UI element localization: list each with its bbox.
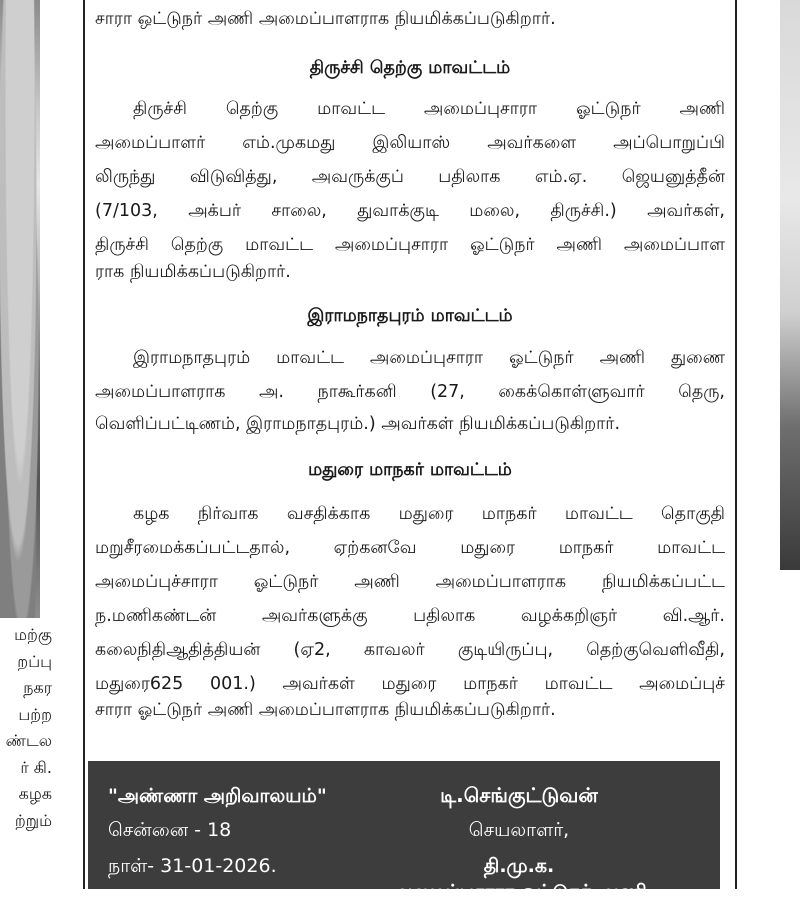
paragraph-line: கழக நிர்வாக வசதிக்காக மதுரை மாநகர் மாவட்ட தொகுதி — [133, 504, 725, 524]
paragraph-line: ராக நியமிக்கப்படுகிறார். — [95, 262, 291, 282]
signature-box — [88, 761, 720, 903]
paragraph-line: மறுசீரமைக்கப்பட்டதால், ஏற்கனவே மதுரை மாநகர் மாவட்ட — [95, 538, 725, 558]
paragraph-line: அமைப்புச்சாரா ஓட்டுநர் அணி அமைப்பாளராக நியமிக்கப்பட்ட — [95, 572, 725, 592]
left-fragment: பற்ற — [18, 704, 52, 724]
left-fragment: ற்றும் — [14, 810, 52, 830]
footer-wing: அமைப்புசாரா ஓட்டுநர் அணி — [391, 881, 647, 903]
paragraph-line: மதுரை625 001.) அவர்கள் மதுரை மாநகர் மாவட்ட அமைப்புச் — [95, 674, 725, 694]
footer-place: "அண்ணா அறிவாலயம்" — [108, 785, 327, 807]
paragraph-line: அமைப்பாளராக அ. நாகூர்கனி (27, கைக்கொள்ளுவார் தெரு, — [95, 382, 725, 402]
left-fragment: ர் கி. — [20, 757, 52, 777]
paragraph-line: அமைப்பாளர் எம்.முகமது இலியாஸ் அவர்களை அப்பொறுப்பி — [95, 133, 725, 153]
footer-date: நாள்- 31-01-2026. — [108, 855, 277, 877]
paragraph-line: கலைநிதிஆதித்தியன் (ஏ2, காவலர் குடியிருப்பு, தெற்குவெளிவீதி, — [95, 640, 725, 660]
footer-signatory-name: டி.செங்குட்டுவன் — [440, 783, 598, 807]
column-rule-right — [735, 0, 737, 889]
paragraph-line: சாரா ஓட்டுநர் அணி அமைப்பாளராக நியமிக்கப்படுகிறார். — [95, 700, 556, 720]
section-heading-madurai: மதுரை மாநகர் மாவட்டம் — [308, 460, 512, 480]
paragraph-line: இராமநாதபுரம் மாவட்ட அமைப்புசாரா ஓட்டுநர் அணி துணை — [133, 348, 725, 368]
paragraph-line: ந.மணிகண்டன் அவர்களுக்கு பதிலாக வழக்கறிஞர் வி.ஆர். — [95, 606, 725, 626]
column-rule-left — [83, 0, 85, 889]
right-photo — [780, 0, 800, 570]
paragraph-line: (7/103, அக்பர் சாலை, துவாக்குடி மலை, திருச்சி.) அவர்கள், — [95, 201, 725, 221]
paragraph-line: திருச்சி தெற்கு மாவட்ட அமைப்புசாரா ஓட்டுநர் அணி — [133, 99, 725, 119]
paragraph-line: திருச்சி தெற்கு மாவட்ட அமைப்புசாரா ஓட்டுநர் அணி அமைப்பாள — [95, 235, 725, 255]
footer-party: தி.மு.க. — [483, 855, 555, 877]
footer-city: சென்னை - 18 — [108, 819, 232, 841]
left-column-fragments — [0, 622, 56, 834]
footer-signatory-role: செயலாளர், — [468, 819, 570, 841]
left-fragment: ண்டல — [5, 731, 52, 750]
section-heading-ramanathapuram: இராமநாதபுரம் மாவட்டம் — [307, 306, 513, 326]
article-top-line: சாரா ஒட்டுநர் அணி அமைப்பாளராக நியமிக்கப்படுகிறார். — [95, 9, 556, 29]
left-photo — [0, 0, 40, 618]
left-fragment: மற்கு — [14, 625, 52, 644]
left-fragment: றப்பு — [17, 651, 52, 671]
paragraph-line: வெளிப்பட்டிணம், இராமநாதபுரம்.) அவர்கள் நியமிக்கப்படுகிறார். — [95, 414, 621, 434]
section-heading-trichy: திருச்சி தெற்கு மாவட்டம் — [309, 58, 511, 78]
paragraph-line: லிருந்து விடுவித்து, அவருக்குப் பதிலாக எம்.ஏ. ஜெயனுத்தீன் — [95, 167, 725, 187]
left-fragment: கழக — [18, 784, 52, 803]
left-fragment: நகர — [23, 678, 52, 697]
